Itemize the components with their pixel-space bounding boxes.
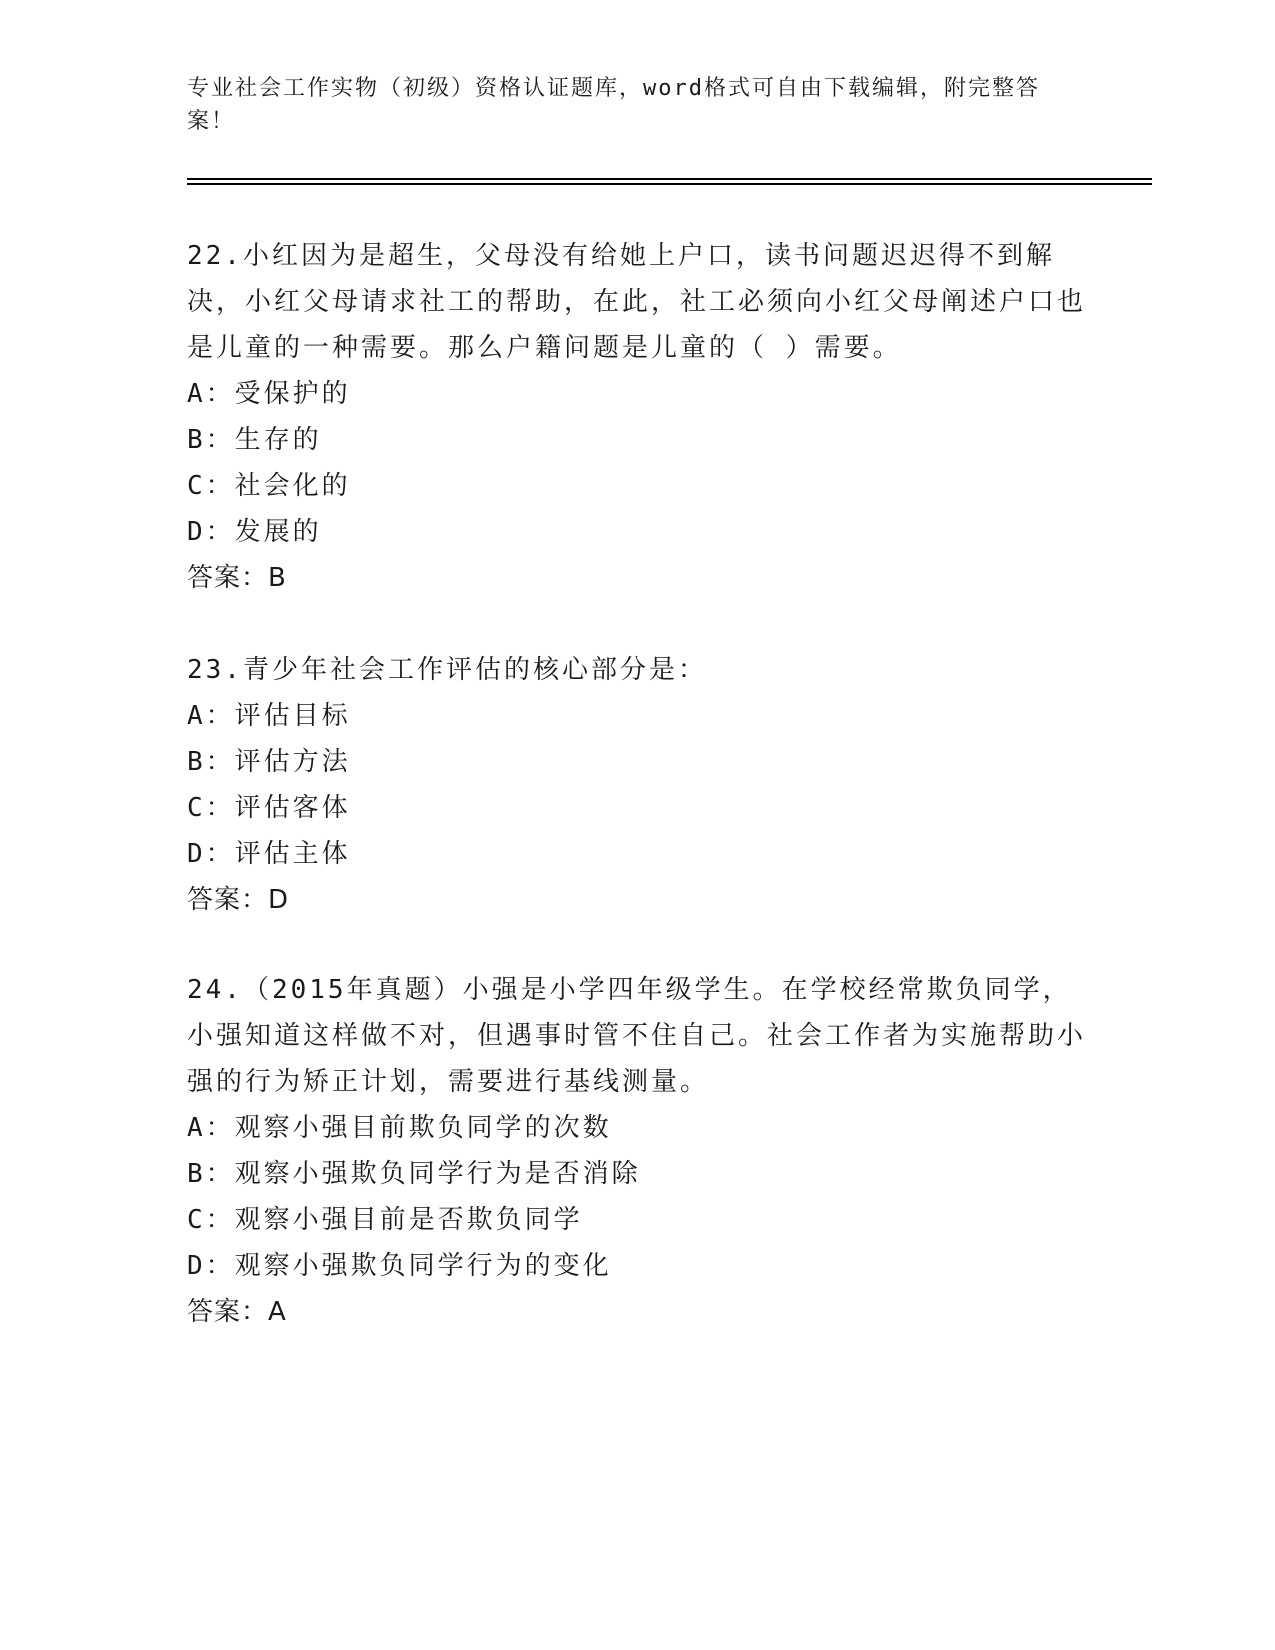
option-d: D：评估主体 bbox=[187, 839, 351, 869]
option-c: C：社会化的 bbox=[187, 471, 351, 501]
option-a: A：受保护的 bbox=[187, 379, 351, 409]
header-divider-top bbox=[187, 178, 1152, 180]
question-stem: 22.小红因为是超生，父母没有给她上户口，读书问题迟迟得不到解决，小红父母请求社工的帮助，在此，社工必须向小红父母阐述户口也是儿童的一种需要。那么户籍问题是儿童的（ ）需要。 bbox=[187, 241, 1087, 363]
question-24 bbox=[187, 967, 1087, 1335]
answer-line: 答案：D bbox=[187, 885, 290, 915]
option-b: B：观察小强欺负同学行为是否消除 bbox=[187, 1159, 641, 1189]
question-22 bbox=[187, 233, 1087, 601]
question-stem: 23.青少年社会工作评估的核心部分是： bbox=[187, 655, 707, 685]
header-divider-bottom bbox=[187, 183, 1152, 185]
question-stem: 24.（2015年真题）小强是小学四年级学生。在学校经常欺负同学，小强知道这样做不对，但遇事时管不住自己。社会工作者为实施帮助小强的行为矫正计划，需要进行基线测量。 bbox=[187, 975, 1087, 1097]
option-d: D：观察小强欺负同学行为的变化 bbox=[187, 1251, 612, 1281]
option-c: C：观察小强目前是否欺负同学 bbox=[187, 1205, 583, 1235]
option-b: B：评估方法 bbox=[187, 747, 351, 777]
document-header: 专业社会工作实物（初级）资格认证题库，word格式可自由下载编辑，附完整答案！ bbox=[187, 76, 1040, 134]
question-23 bbox=[187, 647, 1087, 923]
answer-line: 答案：B bbox=[187, 563, 287, 593]
option-b: B：生存的 bbox=[187, 425, 322, 455]
option-a: A：评估目标 bbox=[187, 701, 351, 731]
option-d: D：发展的 bbox=[187, 517, 322, 547]
option-a: A：观察小强目前欺负同学的次数 bbox=[187, 1113, 612, 1143]
option-c: C：评估客体 bbox=[187, 793, 351, 823]
answer-line: 答案：A bbox=[187, 1297, 287, 1327]
